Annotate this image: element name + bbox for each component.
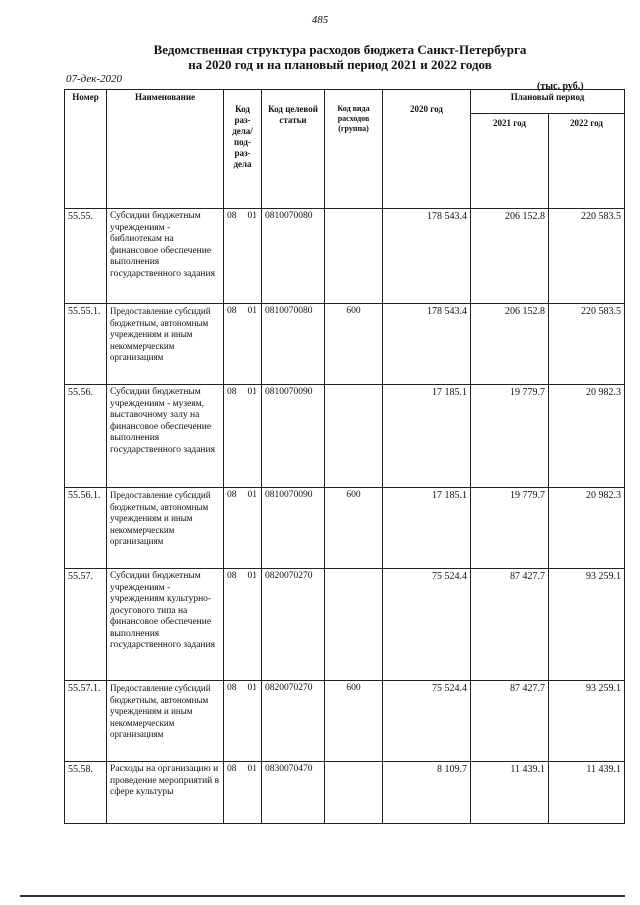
row-type-code: 600 [325,681,383,762]
row-amount-2021: 206 152.8 [471,209,549,304]
table-row [65,304,625,385]
row-type-code [325,385,383,488]
document-date: 07-дек-2020 [66,73,123,85]
row-type-code: 600 [325,304,383,385]
row-section-code [224,209,262,304]
row-amount-2020: 75 524.4 [383,569,471,681]
row-amount-2020: 178 543.4 [383,304,471,385]
row-amount-2021: 87 427.7 [471,569,549,681]
row-podrazdel: 01 [247,211,257,221]
table-row [65,681,625,762]
header-type-code: Код вида расходов (группа) [325,90,383,209]
row-type-code [325,569,383,681]
table-row [65,385,625,488]
row-amount-2020: 17 185.1 [383,385,471,488]
row-razdel: 08 [227,387,237,397]
row-amount-2021: 87 427.7 [471,681,549,762]
row-target-code: 0810070080 [262,304,325,385]
page-number: 485 [311,14,329,26]
row-target-code: 0830070470 [262,762,325,824]
row-number: 55.56. [65,385,107,488]
row-number: 55.55. [65,209,107,304]
table-row [65,488,625,569]
row-podrazdel: 01 [247,306,257,316]
row-amount-2021: 19 779.7 [471,488,549,569]
row-razdel: 08 [227,571,237,581]
row-section-code [224,681,262,762]
row-razdel: 08 [227,306,237,316]
row-amount-2020: 75 524.4 [383,681,471,762]
header-section-code: Код раз-дела/ под-раз-дела [224,90,262,209]
row-name: Субсидии бюджетным учреждениям - библиотекам на финансовое обеспечение выполнения государственного задания [107,209,224,304]
row-amount-2022: 11 439.1 [549,762,625,824]
row-number: 55.57.1. [65,681,107,762]
document-title [60,42,620,72]
row-number: 55.58. [65,762,107,824]
units-label: (тыс. руб.) [537,81,584,92]
row-amount-2022: 20 982.3 [549,488,625,569]
header-2021: 2021 год [471,114,549,209]
row-amount-2021: 19 779.7 [471,385,549,488]
row-type-code: 600 [325,488,383,569]
row-target-code: 0810070090 [262,488,325,569]
header-target-code: Код целевой статьи [262,90,325,209]
row-amount-2020: 17 185.1 [383,488,471,569]
row-target-code: 0820070270 [262,569,325,681]
row-amount-2021: 206 152.8 [471,304,549,385]
row-target-code: 0810070090 [262,385,325,488]
row-name: Предоставление субсидий бюджетным, автономным учреждениям и иным некоммерческим организациям [107,488,224,569]
row-section-code [224,385,262,488]
row-podrazdel: 01 [247,764,257,774]
row-razdel: 08 [227,683,237,693]
row-amount-2021: 11 439.1 [471,762,549,824]
row-number: 55.55.1. [65,304,107,385]
row-section-code [224,488,262,569]
row-razdel: 08 [227,764,237,774]
row-name: Предоставление субсидий бюджетным, автономным учреждениям и иным некоммерческим организациям [107,681,224,762]
header-name: Наименование [107,90,224,209]
header-2022: 2022 год [549,114,625,209]
row-razdel: 08 [227,490,237,500]
budget-table [64,89,625,824]
row-podrazdel: 01 [247,683,257,693]
row-amount-2022: 93 259.1 [549,681,625,762]
row-name: Расходы на организацию и проведение мероприятий в сфере культуры [107,762,224,824]
row-amount-2022: 93 259.1 [549,569,625,681]
row-name: Субсидии бюджетным учреждениям - учреждениям культурно-досугового типа на финансовое обеспечение выполнения государственного задания [107,569,224,681]
row-razdel: 08 [227,211,237,221]
header-2020: 2020 год [383,90,471,209]
row-number: 55.56.1. [65,488,107,569]
title-line-2: на 2020 год и на плановый период 2021 и 2022 годов [188,57,492,72]
row-name: Предоставление субсидий бюджетным, автономным учреждениям и иным некоммерческим организациям [107,304,224,385]
row-target-code: 0810070080 [262,209,325,304]
row-amount-2020: 178 543.4 [383,209,471,304]
row-podrazdel: 01 [247,387,257,397]
row-section-code [224,304,262,385]
row-podrazdel: 01 [247,490,257,500]
row-number: 55.57. [65,569,107,681]
row-amount-2020: 8 109.7 [383,762,471,824]
row-amount-2022: 220 583.5 [549,304,625,385]
row-name: Субсидии бюджетным учреждениям - музеям, выставочному залу на финансовое обеспечение выполнения государственного задания [107,385,224,488]
row-amount-2022: 20 982.3 [549,385,625,488]
row-section-code [224,762,262,824]
header-plan-period: Плановый период [471,90,625,114]
row-section-code [224,569,262,681]
row-type-code [325,762,383,824]
title-line-1: Ведомственная структура расходов бюджета Санкт-Петербурга [153,42,527,57]
row-target-code: 0820070270 [262,681,325,762]
table-row [65,762,625,824]
row-podrazdel: 01 [247,571,257,581]
row-amount-2022: 220 583.5 [549,209,625,304]
row-type-code [325,209,383,304]
header-number: Номер [65,90,107,209]
bottom-rule [20,895,625,897]
table-row [65,569,625,681]
table-row [65,209,625,304]
